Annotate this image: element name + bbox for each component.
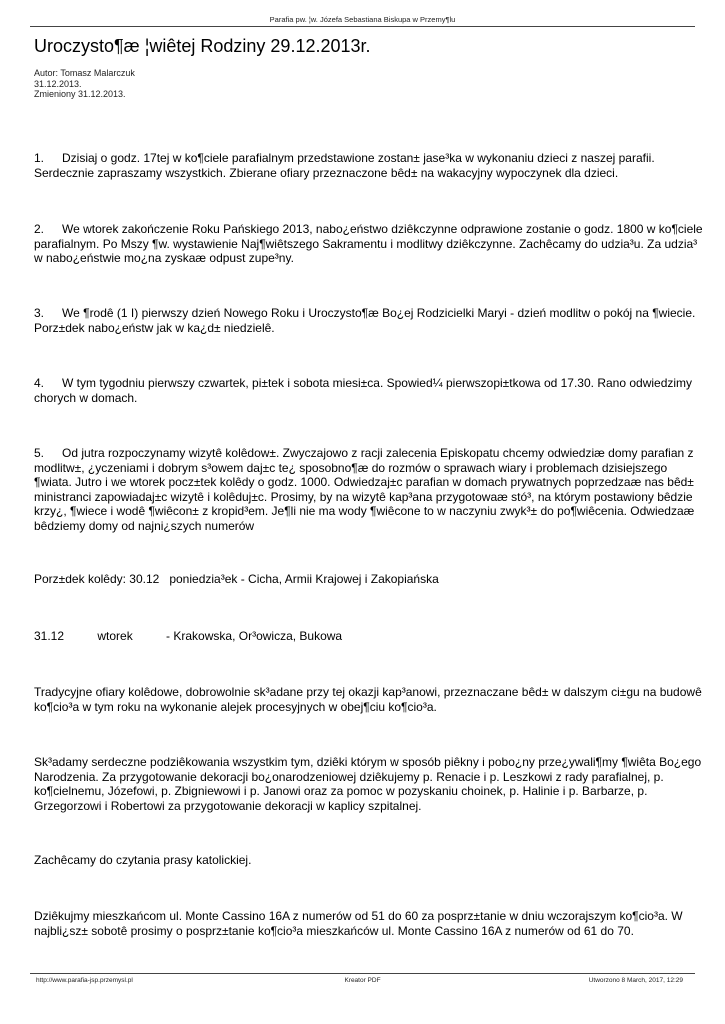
- announcement-number: 4.: [34, 376, 45, 390]
- announcement-text: We wtorek zakończenie Roku Pańskiego 2013, nabo¿eństwo dziêkczynne odprawione zostanie o godz. 1800 w ko¶ciele parafialnym. Po Mszy ¶w. wystawienie Naj¶wiêtszego Sakramentu i modlitwy dziêkczynne. Zachêcamy do udzia³u. Za udzia³ w nabo¿eństwie mo¿na zyskaæ odpust zupe³ny.: [34, 222, 703, 266]
- author: Autor: Tomasz Malarczuk: [34, 68, 135, 78]
- cleaning-paragraph: Dziêkujmy mieszkańcom ul. Monte Cassino 16A z numerów od 51 do 60 za posprz±tanie w dniu wczorajszym ko¶cio³a. W najbli¿sz± sobotê prosimy o posprz±tanie ko¶cio³a mieszkańców ul. Monte Cassino 16A z numerów od 61 do 70.: [34, 909, 683, 938]
- announcement-5: [34, 446, 704, 534]
- announcement-text: Dzisiaj o godz. 17tej w ko¶ciele parafialnym przedstawione zostan± jase³ka w wykonaniu dzieci z naszej parafii. Serdecznie zapraszamy wszystkich. Zbierane ofiary przeznaczone bêd± na wakacyjny wypoczynek dla dzieci.: [34, 151, 655, 180]
- announcement-3: [34, 306, 704, 335]
- announcement-text: W tym tygodniu pierwszy czwartek, pi±tek i sobota miesi±ca. Spowied¼ pierwszopi±tkowa od 17.30. Rano odwiedzimy chorych w domach.: [34, 376, 693, 405]
- publish-date: 31.12.2013.: [34, 78, 82, 89]
- announcement-number: 5.: [34, 446, 45, 460]
- modified-date: Zmieniony 31.12.2013.: [34, 89, 126, 99]
- announcement-1: [34, 151, 704, 180]
- announcement-text: We ¶rodê (1 I) pierwszy dzień Nowego Roku i Uroczysto¶æ Bo¿ej Rodzicielki Maryi - dzień modlitw o pokój na ¶wiecie. Porz±dek nabo¿eństw jak w ka¿d± niedzielê.: [34, 306, 696, 335]
- carol-schedule-day2: 31.12 wtorek - Krakowska, Or³owicza, Bukowa: [34, 629, 343, 643]
- thanks-paragraph: Sk³adamy serdeczne podziêkowania wszystkim tym, dziêki którym w sposób piêkny i pobo¿ny prze¿ywali¶my ¶wiêta Bo¿ego Narodzenia. Za przygotowanie dekoracji bo¿onarodzeniowej dziêkujemy p. Renacie i p. Leszkowi z rady parafialnej, p. ko¶cielnemu, Józefowi, p. Zbigniewowi i p. Janowi oraz za pomoc w pozyskaniu choinek, p. Halinie i p. Barbarze, p. Grzegorzowi i Robertowi za przygotowanie dekoracji w kaplicy szpitalnej.: [34, 755, 702, 813]
- footer-generator: Kreator PDF: [344, 977, 381, 984]
- footer-divider: [30, 973, 695, 974]
- offerings-paragraph: Tradycyjne ofiary kolêdowe, dobrowolnie sk³adane przy tej okazji kap³anowi, przeznaczane bêd± w dalszym ci±gu na budowê ko¶cio³a w tym roku na wykonanie alejek procesyjnych w obej¶ciu ko¶cio³a.: [34, 685, 702, 714]
- announcement-4: [34, 376, 704, 405]
- page-header: Parafia pw. ¦w. Józefa Sebastiana Biskupa w Przemy¶lu: [269, 15, 456, 24]
- press-paragraph: Zachêcamy do czytania prasy katolickiej.: [34, 853, 252, 867]
- page-title: Uroczysto¶æ ¦wiêtej Rodziny 29.12.2013r.: [34, 36, 371, 56]
- announcement-number: 1.: [34, 151, 45, 165]
- footer-created-date: Utworzono 8 March, 2017, 12:29: [588, 977, 683, 984]
- article-meta: [34, 68, 135, 100]
- announcement-number: 3.: [34, 306, 45, 320]
- announcement-2: [34, 222, 704, 266]
- carol-schedule-day1: Porz±dek kolêdy: 30.12 poniedzia³ek - Cicha, Armii Krajowej i Zakopiańska: [34, 572, 439, 586]
- header-divider: [30, 26, 695, 27]
- announcement-text: Od jutra rozpoczynamy wizytê kolêdow±. Zwyczajowo z racji zalecenia Episkopatu chcemy odwiedziæ domy parafian z modlitw±, ¿yczeniami i dobrym s³owem daj±c te¿ sposobno¶æ do rozmów o sprawach wiary i problemach dzisiejszego ¶wiata. Jutro i we wtorek pocz±tek kolêdy o godz. 1000. Odwiedzaj±c parafian w domach prywatnych poprzedzaæ nas bêd± ministranci zapowiadaj±c wizytê i kolêduj±c. Prosimy, by na wizytê kap³ana przygotowaæ stó³, na którym postawiony bêdzie krzy¿, ¶wiece i wodê ¶wiêcon± z kropid³em. Je¶li nie ma wody ¶wiêcone to w naczyniu zwyk³± do po¶wiêcenia. Odwiedzaæ bêdziemy domy od najni¿szych numerów: [34, 446, 695, 533]
- announcement-number: 2.: [34, 222, 45, 236]
- footer-url-link[interactable]: http://www.parafia-jsp.przemysl.pl: [36, 977, 133, 984]
